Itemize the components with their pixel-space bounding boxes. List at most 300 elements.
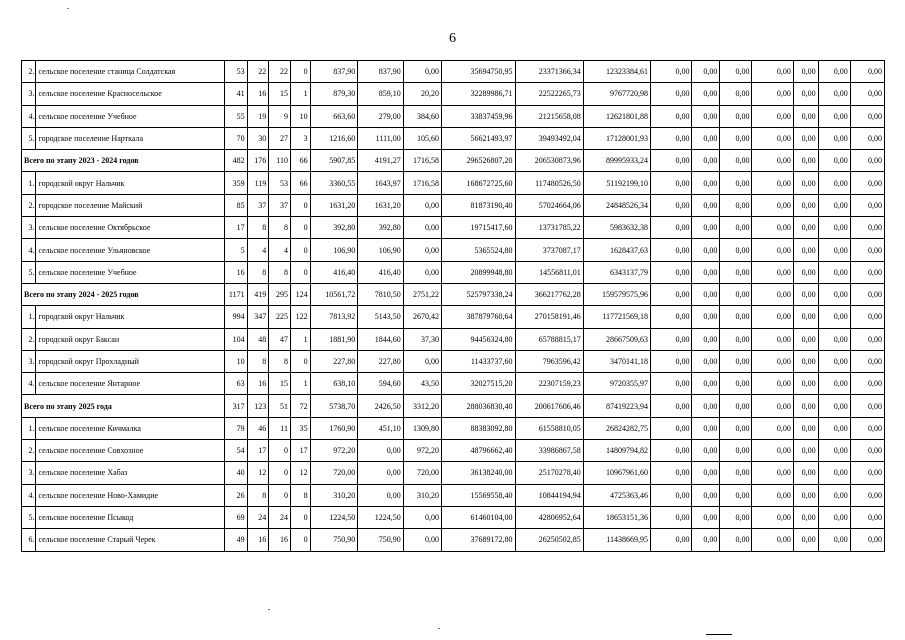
table-row bbox=[22, 306, 885, 328]
value-cell: 10844194,94 bbox=[515, 484, 583, 506]
value-cell: 0,00 bbox=[793, 328, 818, 350]
value-cell: 61558810,05 bbox=[515, 417, 583, 439]
value-cell: 104 bbox=[224, 328, 247, 350]
value-cell: 0,00 bbox=[692, 440, 720, 462]
value-cell: 594,60 bbox=[358, 373, 404, 395]
value-cell: 87419223,94 bbox=[583, 395, 650, 417]
municipality-name: сельское поселение Псыкод bbox=[36, 506, 224, 528]
value-cell: 4 bbox=[269, 239, 291, 261]
value-cell: 9720355,97 bbox=[583, 373, 650, 395]
value-cell: 8 bbox=[291, 484, 311, 506]
value-cell: 1628437,63 bbox=[583, 239, 650, 261]
value-cell: 0,00 bbox=[850, 350, 884, 372]
value-cell: 200617606,46 bbox=[515, 395, 583, 417]
municipality-name: сельское поселение Старый Черек bbox=[36, 529, 224, 551]
row-index: 3. bbox=[22, 83, 36, 105]
value-cell: 0,00 bbox=[793, 417, 818, 439]
value-cell: 21215658,08 bbox=[515, 105, 583, 127]
value-cell: 9 bbox=[269, 105, 291, 127]
value-cell: 0,00 bbox=[752, 61, 793, 83]
value-cell: 2751,22 bbox=[403, 283, 441, 305]
value-cell: 0,00 bbox=[692, 217, 720, 239]
value-cell: 49 bbox=[224, 529, 247, 551]
value-cell: 0,00 bbox=[651, 462, 692, 484]
value-cell: 0,00 bbox=[818, 350, 850, 372]
value-cell: 122 bbox=[291, 306, 311, 328]
table-row bbox=[22, 217, 885, 239]
value-cell: 16 bbox=[224, 261, 247, 283]
value-cell: 105,60 bbox=[403, 127, 441, 149]
value-cell: 392,80 bbox=[358, 217, 404, 239]
scan-speck bbox=[438, 628, 440, 629]
value-cell: 0,00 bbox=[793, 462, 818, 484]
value-cell: 0,00 bbox=[818, 395, 850, 417]
value-cell: 0,00 bbox=[651, 529, 692, 551]
value-cell: 70 bbox=[224, 127, 247, 149]
value-cell: 0,00 bbox=[692, 350, 720, 372]
value-cell: 0 bbox=[291, 194, 311, 216]
value-cell: 47 bbox=[269, 328, 291, 350]
value-cell: 837,90 bbox=[358, 61, 404, 83]
value-cell: 3470141,18 bbox=[583, 350, 650, 372]
value-cell: 0 bbox=[291, 261, 311, 283]
municipality-name: городское поселение Нарткала bbox=[36, 127, 224, 149]
value-cell: 0,00 bbox=[403, 350, 441, 372]
value-cell: 0,00 bbox=[651, 350, 692, 372]
value-cell: 66 bbox=[291, 150, 311, 172]
value-cell: 0,00 bbox=[651, 373, 692, 395]
value-cell: 1716,58 bbox=[403, 150, 441, 172]
value-cell: 0,00 bbox=[651, 417, 692, 439]
value-cell: 3312,20 bbox=[403, 395, 441, 417]
value-cell: 32289986,71 bbox=[442, 83, 515, 105]
value-cell: 11438669,95 bbox=[583, 529, 650, 551]
value-cell: 0,00 bbox=[692, 306, 720, 328]
value-cell: 227,80 bbox=[358, 350, 404, 372]
value-cell: 66 bbox=[291, 172, 311, 194]
value-cell: 0,00 bbox=[850, 417, 884, 439]
value-cell: 0,00 bbox=[651, 283, 692, 305]
value-cell: 0,00 bbox=[720, 261, 752, 283]
value-cell: 0,00 bbox=[651, 150, 692, 172]
value-cell: 12621801,88 bbox=[583, 105, 650, 127]
value-cell: 0,00 bbox=[793, 350, 818, 372]
value-cell: 0 bbox=[269, 484, 291, 506]
value-cell: 0,00 bbox=[793, 217, 818, 239]
municipality-name: сельское поселение станица Солдатская bbox=[36, 61, 224, 83]
value-cell: 0,00 bbox=[818, 83, 850, 105]
value-cell: 0,00 bbox=[651, 172, 692, 194]
value-cell: 0,00 bbox=[403, 529, 441, 551]
value-cell: 8 bbox=[247, 217, 269, 239]
value-cell: 37 bbox=[269, 194, 291, 216]
value-cell: 40 bbox=[224, 462, 247, 484]
table-row bbox=[22, 350, 885, 372]
value-cell: 0,00 bbox=[720, 172, 752, 194]
value-cell: 0,00 bbox=[793, 440, 818, 462]
value-cell: 0,00 bbox=[651, 239, 692, 261]
value-cell: 227,80 bbox=[310, 350, 358, 372]
value-cell: 0,00 bbox=[818, 239, 850, 261]
value-cell: 1224,50 bbox=[310, 506, 358, 528]
value-cell: 119 bbox=[247, 172, 269, 194]
value-cell: 347 bbox=[247, 306, 269, 328]
table-row bbox=[22, 328, 885, 350]
scan-speck bbox=[268, 609, 270, 610]
row-index: 4. bbox=[22, 239, 36, 261]
value-cell: 0,00 bbox=[818, 506, 850, 528]
value-cell: 0,00 bbox=[752, 217, 793, 239]
stage-total-label: Всего по этапу 2025 года bbox=[22, 395, 225, 417]
value-cell: 43,50 bbox=[403, 373, 441, 395]
row-index: 2. bbox=[22, 194, 36, 216]
municipality-name: городской округ Прохладный bbox=[36, 350, 224, 372]
value-cell: 994 bbox=[224, 306, 247, 328]
table-row bbox=[22, 462, 885, 484]
value-cell: 0,00 bbox=[818, 61, 850, 83]
value-cell: 317 bbox=[224, 395, 247, 417]
value-cell: 0 bbox=[291, 529, 311, 551]
value-cell: 0,00 bbox=[358, 462, 404, 484]
municipality-name: городской округ Нальчик bbox=[36, 172, 224, 194]
value-cell: 106,90 bbox=[358, 239, 404, 261]
value-cell: 1111,00 bbox=[358, 127, 404, 149]
value-cell: 0,00 bbox=[752, 127, 793, 149]
value-cell: 0,00 bbox=[793, 373, 818, 395]
value-cell: 24 bbox=[269, 506, 291, 528]
table-row bbox=[22, 105, 885, 127]
value-cell: 0,00 bbox=[850, 283, 884, 305]
value-cell: 22 bbox=[247, 61, 269, 83]
table-row bbox=[22, 239, 885, 261]
value-cell: 0,00 bbox=[793, 194, 818, 216]
value-cell: 0,00 bbox=[818, 328, 850, 350]
value-cell: 0,00 bbox=[403, 506, 441, 528]
value-cell: 0,00 bbox=[850, 217, 884, 239]
value-cell: 387879760,64 bbox=[442, 306, 515, 328]
value-cell: 0,00 bbox=[692, 283, 720, 305]
value-cell: 8 bbox=[269, 261, 291, 283]
value-cell: 0,00 bbox=[850, 261, 884, 283]
row-index: 5. bbox=[22, 261, 36, 283]
value-cell: 0,00 bbox=[651, 83, 692, 105]
value-cell: 279,00 bbox=[358, 105, 404, 127]
table-row bbox=[22, 61, 885, 83]
value-cell: 36138240,00 bbox=[442, 462, 515, 484]
value-cell: 0,00 bbox=[818, 172, 850, 194]
row-index: 3. bbox=[22, 462, 36, 484]
value-cell: 0,00 bbox=[651, 105, 692, 127]
value-cell: 26250502,85 bbox=[515, 529, 583, 551]
value-cell: 419 bbox=[247, 283, 269, 305]
value-cell: 0,00 bbox=[720, 239, 752, 261]
value-cell: 0,00 bbox=[692, 83, 720, 105]
value-cell: 0,00 bbox=[720, 127, 752, 149]
value-cell: 0 bbox=[291, 350, 311, 372]
value-cell: 4191,27 bbox=[358, 150, 404, 172]
value-cell: 22522265,73 bbox=[515, 83, 583, 105]
value-cell: 392,80 bbox=[310, 217, 358, 239]
value-cell: 0,00 bbox=[850, 373, 884, 395]
value-cell: 24848526,34 bbox=[583, 194, 650, 216]
value-cell: 61460104,00 bbox=[442, 506, 515, 528]
value-cell: 11433737,60 bbox=[442, 350, 515, 372]
value-cell: 0,00 bbox=[651, 127, 692, 149]
value-cell: 2670,42 bbox=[403, 306, 441, 328]
value-cell: 88383092,80 bbox=[442, 417, 515, 439]
value-cell: 5738,70 bbox=[310, 395, 358, 417]
table-body bbox=[22, 61, 885, 552]
value-cell: 6343137,79 bbox=[583, 261, 650, 283]
value-cell: 0,00 bbox=[692, 395, 720, 417]
scan-speck bbox=[67, 8, 69, 9]
value-cell: 24 bbox=[247, 506, 269, 528]
value-cell: 17 bbox=[247, 440, 269, 462]
value-cell: 2426,50 bbox=[358, 395, 404, 417]
value-cell: 0,00 bbox=[651, 261, 692, 283]
value-cell: 9767720,98 bbox=[583, 83, 650, 105]
value-cell: 39493492,04 bbox=[515, 127, 583, 149]
value-cell: 0,00 bbox=[403, 239, 441, 261]
value-cell: 0,00 bbox=[752, 194, 793, 216]
value-cell: 25170278,40 bbox=[515, 462, 583, 484]
row-index: 4. bbox=[22, 484, 36, 506]
municipality-name: сельское поселение Кичмалка bbox=[36, 417, 224, 439]
value-cell: 0,00 bbox=[793, 105, 818, 127]
value-cell: 33837459,96 bbox=[442, 105, 515, 127]
value-cell: 10967961,60 bbox=[583, 462, 650, 484]
municipality-name: сельское поселение Красносельское bbox=[36, 83, 224, 105]
row-index: 2. bbox=[22, 440, 36, 462]
value-cell: 720,00 bbox=[403, 462, 441, 484]
value-cell: 0,00 bbox=[720, 506, 752, 528]
value-cell: 0,00 bbox=[818, 194, 850, 216]
municipality-name: сельское поселение Октябрьское bbox=[36, 217, 224, 239]
table-row bbox=[22, 261, 885, 283]
value-cell: 366217762,28 bbox=[515, 283, 583, 305]
value-cell: 0 bbox=[291, 239, 311, 261]
value-cell: 0,00 bbox=[358, 440, 404, 462]
value-cell: 451,10 bbox=[358, 417, 404, 439]
value-cell: 0,00 bbox=[720, 328, 752, 350]
value-cell: 1631,20 bbox=[358, 194, 404, 216]
value-cell: 0,00 bbox=[720, 83, 752, 105]
value-cell: 123 bbox=[247, 395, 269, 417]
value-cell: 416,40 bbox=[358, 261, 404, 283]
value-cell: 106,90 bbox=[310, 239, 358, 261]
value-cell: 1216,60 bbox=[310, 127, 358, 149]
value-cell: 296526807,20 bbox=[442, 150, 515, 172]
value-cell: 17 bbox=[291, 440, 311, 462]
value-cell: 16 bbox=[247, 529, 269, 551]
value-cell: 27 bbox=[269, 127, 291, 149]
value-cell: 7813,92 bbox=[310, 306, 358, 328]
value-cell: 1309,80 bbox=[403, 417, 441, 439]
value-cell: 0,00 bbox=[720, 150, 752, 172]
value-cell: 15 bbox=[269, 83, 291, 105]
value-cell: 19715417,60 bbox=[442, 217, 515, 239]
value-cell: 48 bbox=[247, 328, 269, 350]
value-cell: 17 bbox=[224, 217, 247, 239]
value-cell: 0,00 bbox=[752, 105, 793, 127]
value-cell: 1 bbox=[291, 373, 311, 395]
municipality-name: сельское поселение Ульяновское bbox=[36, 239, 224, 261]
value-cell: 0,00 bbox=[818, 283, 850, 305]
value-cell: 0,00 bbox=[692, 462, 720, 484]
value-cell: 206530873,96 bbox=[515, 150, 583, 172]
value-cell: 720,00 bbox=[310, 462, 358, 484]
value-cell: 159579575,96 bbox=[583, 283, 650, 305]
value-cell: 525797338,24 bbox=[442, 283, 515, 305]
value-cell: 1716,58 bbox=[403, 172, 441, 194]
value-cell: 26824282,75 bbox=[583, 417, 650, 439]
value-cell: 8 bbox=[247, 261, 269, 283]
value-cell: 0,00 bbox=[403, 194, 441, 216]
value-cell: 0,00 bbox=[752, 506, 793, 528]
row-index: 1. bbox=[22, 417, 36, 439]
municipality-name: сельское поселение Янтарное bbox=[36, 373, 224, 395]
row-index: 1. bbox=[22, 172, 36, 194]
value-cell: 14556811,01 bbox=[515, 261, 583, 283]
stage-total-row bbox=[22, 283, 885, 305]
row-index: 1. bbox=[22, 306, 36, 328]
value-cell: 0,00 bbox=[752, 484, 793, 506]
value-cell: 972,20 bbox=[403, 440, 441, 462]
value-cell: 638,10 bbox=[310, 373, 358, 395]
value-cell: 0,00 bbox=[818, 261, 850, 283]
value-cell: 32027515,20 bbox=[442, 373, 515, 395]
value-cell: 0,00 bbox=[720, 217, 752, 239]
value-cell: 0,00 bbox=[651, 440, 692, 462]
value-cell: 0 bbox=[291, 217, 311, 239]
value-cell: 63 bbox=[224, 373, 247, 395]
value-cell: 0,00 bbox=[818, 373, 850, 395]
value-cell: 20899948,80 bbox=[442, 261, 515, 283]
value-cell: 0,00 bbox=[692, 328, 720, 350]
value-cell: 0,00 bbox=[850, 105, 884, 127]
value-cell: 0,00 bbox=[818, 150, 850, 172]
value-cell: 65788815,17 bbox=[515, 328, 583, 350]
row-index: 5. bbox=[22, 127, 36, 149]
value-cell: 94456324,80 bbox=[442, 328, 515, 350]
value-cell: 0,00 bbox=[720, 440, 752, 462]
value-cell: 0,00 bbox=[793, 172, 818, 194]
value-cell: 0,00 bbox=[720, 350, 752, 372]
value-cell: 0,00 bbox=[752, 83, 793, 105]
value-cell: 168672725,60 bbox=[442, 172, 515, 194]
value-cell: 0,00 bbox=[793, 306, 818, 328]
value-cell: 12 bbox=[247, 462, 269, 484]
value-cell: 0 bbox=[291, 61, 311, 83]
value-cell: 0,00 bbox=[752, 440, 793, 462]
value-cell: 0,00 bbox=[651, 217, 692, 239]
value-cell: 663,60 bbox=[310, 105, 358, 127]
value-cell: 0,00 bbox=[793, 506, 818, 528]
table-row bbox=[22, 417, 885, 439]
value-cell: 0,00 bbox=[651, 395, 692, 417]
value-cell: 0,00 bbox=[793, 484, 818, 506]
value-cell: 0,00 bbox=[793, 261, 818, 283]
row-index: 2. bbox=[22, 328, 36, 350]
value-cell: 0,00 bbox=[850, 462, 884, 484]
value-cell: 15 bbox=[269, 373, 291, 395]
stage-total-row bbox=[22, 150, 885, 172]
value-cell: 41 bbox=[224, 83, 247, 105]
value-cell: 124 bbox=[291, 283, 311, 305]
value-cell: 0,00 bbox=[692, 239, 720, 261]
value-cell: 0,00 bbox=[850, 172, 884, 194]
value-cell: 0,00 bbox=[793, 395, 818, 417]
stage-total-row bbox=[22, 395, 885, 417]
value-cell: 0,00 bbox=[720, 529, 752, 551]
value-cell: 57024664,06 bbox=[515, 194, 583, 216]
value-cell: 288036830,40 bbox=[442, 395, 515, 417]
value-cell: 8 bbox=[269, 350, 291, 372]
value-cell: 0,00 bbox=[720, 462, 752, 484]
value-cell: 7963596,42 bbox=[515, 350, 583, 372]
value-cell: 23371366,34 bbox=[515, 61, 583, 83]
municipality-name: сельское поселение Учебное bbox=[36, 261, 224, 283]
municipality-name: сельское поселение Ново-Хамидие bbox=[36, 484, 224, 506]
municipality-name: городское поселение Майский bbox=[36, 194, 224, 216]
value-cell: 8 bbox=[247, 350, 269, 372]
value-cell: 225 bbox=[269, 306, 291, 328]
value-cell: 4 bbox=[247, 239, 269, 261]
value-cell: 46 bbox=[247, 417, 269, 439]
value-cell: 0,00 bbox=[818, 462, 850, 484]
table-row bbox=[22, 529, 885, 551]
municipality-name: городской округ Баксан bbox=[36, 328, 224, 350]
value-cell: 176 bbox=[247, 150, 269, 172]
value-cell: 0,00 bbox=[850, 440, 884, 462]
value-cell: 310,20 bbox=[403, 484, 441, 506]
value-cell: 0,00 bbox=[720, 105, 752, 127]
value-cell: 0,00 bbox=[720, 417, 752, 439]
value-cell: 117480526,50 bbox=[515, 172, 583, 194]
value-cell: 28667509,63 bbox=[583, 328, 650, 350]
value-cell: 0,00 bbox=[850, 61, 884, 83]
value-cell: 0,00 bbox=[692, 172, 720, 194]
value-cell: 10 bbox=[224, 350, 247, 372]
value-cell: 0,00 bbox=[793, 239, 818, 261]
value-cell: 0,00 bbox=[793, 127, 818, 149]
value-cell: 0,00 bbox=[692, 261, 720, 283]
table-row bbox=[22, 506, 885, 528]
value-cell: 79 bbox=[224, 417, 247, 439]
table-row bbox=[22, 127, 885, 149]
value-cell: 0,00 bbox=[752, 172, 793, 194]
value-cell: 0 bbox=[291, 506, 311, 528]
row-index: 3. bbox=[22, 350, 36, 372]
value-cell: 19 bbox=[247, 105, 269, 127]
value-cell: 0,00 bbox=[720, 61, 752, 83]
row-index: 5. bbox=[22, 506, 36, 528]
value-cell: 1631,20 bbox=[310, 194, 358, 216]
value-cell: 17128001,93 bbox=[583, 127, 650, 149]
value-cell: 0,00 bbox=[850, 194, 884, 216]
value-cell: 0,00 bbox=[651, 506, 692, 528]
value-cell: 89995933,24 bbox=[583, 150, 650, 172]
value-cell: 4725363,46 bbox=[583, 484, 650, 506]
value-cell: 0,00 bbox=[651, 484, 692, 506]
value-cell: 0,00 bbox=[692, 105, 720, 127]
value-cell: 12 bbox=[291, 462, 311, 484]
value-cell: 0,00 bbox=[692, 373, 720, 395]
value-cell: 37 bbox=[247, 194, 269, 216]
value-cell: 30 bbox=[247, 127, 269, 149]
value-cell: 0,00 bbox=[793, 83, 818, 105]
value-cell: 0,00 bbox=[692, 194, 720, 216]
